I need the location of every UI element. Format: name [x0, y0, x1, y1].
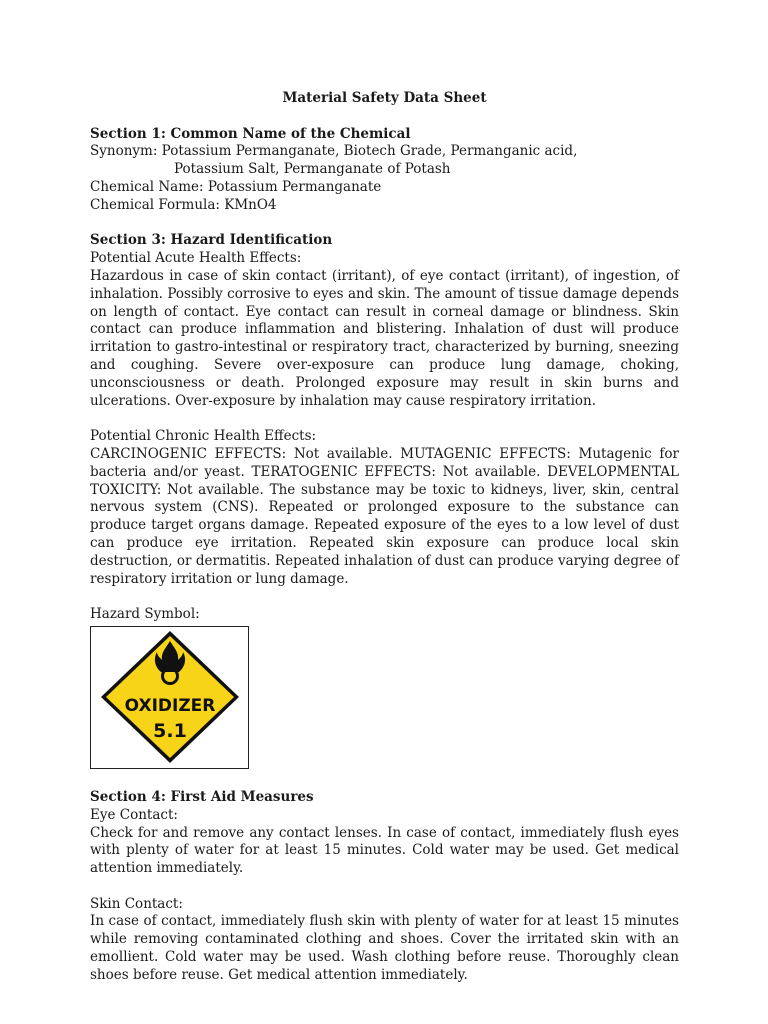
spacer: [90, 410, 679, 428]
hazard-symbol-label: Hazard Symbol:: [90, 606, 200, 623]
chronic-effects-label: Potential Chronic Health Effects:: [90, 428, 317, 445]
synonym-line-1: Synonym: Potassium Permanganate, Biotech Grade, Permanganic acid,: [90, 143, 578, 160]
oxidizer-label: OXIDIZER: [124, 696, 215, 717]
section3-heading: Section 3: Hazard Identification: [90, 232, 333, 249]
synonym-line-2: Potassium Salt, Permanganate of Potash: [174, 161, 451, 178]
chronic-effects-text: CARCINOGENIC EFFECTS: Not available. MUTAGENIC EFFECTS: Mutagenic for bacteria and/or yeast. TERATOGENIC EFFECTS: Not available. DEVELOPMENTAL TOXICITY: Not available. The substance may be toxic to kidneys, liver, skin, central nervous system (CNS). Repeated or prolonged exposure to the substance can produce target organs damage. Repeated exposure of the eyes to a low level of dust can produce eye irritation. Repeated skin exposure can produce local skin destruction, or dermatitis. Repeated inhalation of dust can produce varying degree of respiratory irritation or lung damage.: [90, 445, 679, 587]
acute-effects-text: Hazardous in case of skin contact (irritant), of eye contact (irritant), of ingestion, of inhalation. Possibly corrosive to eyes and skin. The amount of tissue damage depends on length of contact. Eye contact can result in corneal damage or blindness. Skin contact can produce inflammation and blistering. Inhalation of dust will produce irritation to gastro-intestinal or respiratory tract, characterized by burning, sneezing and coughing. Severe over-exposure can produce lung damage, choking, unconsciousness or death. Prolonged exposure may result in skin burns and ulcerations. Over-exposure by inhalation may cause respiratory irritation.: [90, 267, 679, 409]
hazard-class-number: 5.1: [152, 720, 187, 743]
spacer: [90, 215, 679, 233]
skin-contact-text: In case of contact, immediately flush skin with plenty of water for at least 15 minutes while removing contaminated clothing and shoes. Cover the irritated skin with an emollient. Cold water may be used. Wash clothing before reuse. Thoroughly clean shoes before reuse. Get medical attention immediately.: [90, 913, 679, 983]
chemical-name: Chemical Name: Potassium Permanganate: [90, 178, 382, 195]
page-title: Material Safety Data Sheet: [282, 90, 487, 106]
oxidizer-diamond-icon: [95, 629, 245, 765]
hazard-symbol-frame: [90, 626, 249, 769]
acute-effects-label: Potential Acute Health Effects:: [90, 250, 302, 267]
spacer: [90, 878, 679, 896]
section4-heading: Section 4: First Aid Measures: [90, 788, 314, 805]
eye-contact-text: Check for and remove any contact lenses. In case of contact, immediately flush eyes with plenty of water for at least 15 minutes. Cold water may be used. Get medical attention immediately.: [90, 824, 679, 877]
spacer: [90, 588, 679, 606]
skin-contact-label: Skin Contact:: [90, 895, 183, 912]
chemical-formula: Chemical Formula: KMnO4: [90, 196, 277, 213]
section1-heading: Section 1: Common Name of the Chemical: [90, 125, 411, 142]
eye-contact-label: Eye Contact:: [90, 806, 178, 823]
document-content: [90, 90, 679, 985]
